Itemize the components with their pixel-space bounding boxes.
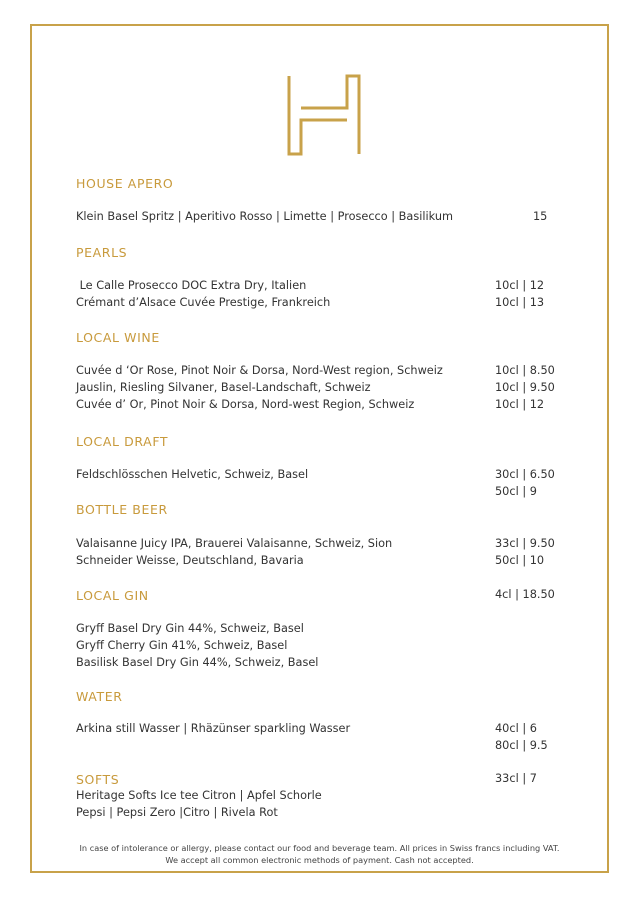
- menu-item: Basilisk Basel Dry Gin 44%, Schweiz, Basel: [76, 656, 319, 669]
- section-title-local-gin: LOCAL GIN: [76, 588, 149, 603]
- menu-item-price: 15: [533, 210, 548, 223]
- menu-item-price: 40cl | 6: [495, 722, 537, 735]
- menu-item: Heritage Softs Ice tee Citron | Apfel Schorle: [76, 789, 322, 802]
- section-price: 4cl | 18.50: [495, 588, 555, 601]
- menu-item-price: 10cl | 12: [495, 398, 545, 411]
- menu-item: Cuvée d ‘Or Rose, Pinot Noir & Dorsa, Nord-West region, Schweiz: [76, 364, 443, 377]
- menu-item: Cuvée d’ Or, Pinot Noir & Dorsa, Nord-west Region, Schweiz: [76, 398, 415, 411]
- menu-item-price: 50cl | 10: [495, 554, 545, 567]
- section-title-pearls: PEARLS: [76, 245, 128, 260]
- menu-item-price: 80cl | 9.5: [495, 739, 548, 752]
- menu-item-price: 10cl | 9.50: [495, 381, 555, 394]
- menu-item-price: 33cl | 9.50: [495, 537, 555, 550]
- menu-item: Le Calle Prosecco DOC Extra Dry, Italien: [76, 279, 307, 292]
- menu-item: Schneider Weisse, Deutschland, Bavaria: [76, 554, 304, 567]
- section-title-local-draft: LOCAL DRAFT: [76, 434, 169, 449]
- menu-item: Pepsi | Pepsi Zero |Citro | Rivela Rot: [76, 806, 278, 819]
- footer-payment-note: We accept all common electronic methods of payment. Cash not accepted.: [165, 855, 474, 865]
- menu-item: Valaisanne Juicy IPA, Brauerei Valaisanne, Schweiz, Sion: [76, 537, 393, 550]
- menu-item-price: 10cl | 12: [495, 279, 545, 292]
- menu-item-price: 10cl | 13: [495, 296, 545, 309]
- menu-item: Feldschlösschen Helvetic, Schweiz, Basel: [76, 468, 309, 481]
- menu-item: Klein Basel Spritz | Aperitivo Rosso | Limette | Prosecco | Basilikum: [76, 210, 454, 223]
- menu-item-price: 50cl | 9: [495, 485, 537, 498]
- h-monogram-icon: [287, 74, 361, 156]
- menu-item-price: 10cl | 8.50: [495, 364, 555, 377]
- footer-note: In case of intolerance or allergy, please contact our food and beverage team. All prices in Swiss francs including VAT.: [79, 843, 560, 853]
- section-title-house-apero: HOUSE APERO: [76, 176, 174, 191]
- menu-item: Crémant d’Alsace Cuvée Prestige, Frankreich: [76, 296, 331, 309]
- section-title-water: WATER: [76, 689, 123, 704]
- menu-item-price: 30cl | 6.50: [495, 468, 555, 481]
- section-title-local-wine: LOCAL WINE: [76, 330, 160, 345]
- section-price: 33cl | 7: [495, 772, 537, 785]
- menu-item: Gryff Cherry Gin 41%, Schweiz, Basel: [76, 639, 288, 652]
- section-title-bottle-beer: BOTTLE BEER: [76, 502, 168, 517]
- menu-item: Arkina still Wasser | Rhäzünser sparkling Wasser: [76, 722, 351, 735]
- section-title-softs: SOFTS: [76, 772, 120, 787]
- menu-item: Gryff Basel Dry Gin 44%, Schweiz, Basel: [76, 622, 304, 635]
- menu-item: Jauslin, Riesling Silvaner, Basel-Landschaft, Schweiz: [76, 381, 371, 394]
